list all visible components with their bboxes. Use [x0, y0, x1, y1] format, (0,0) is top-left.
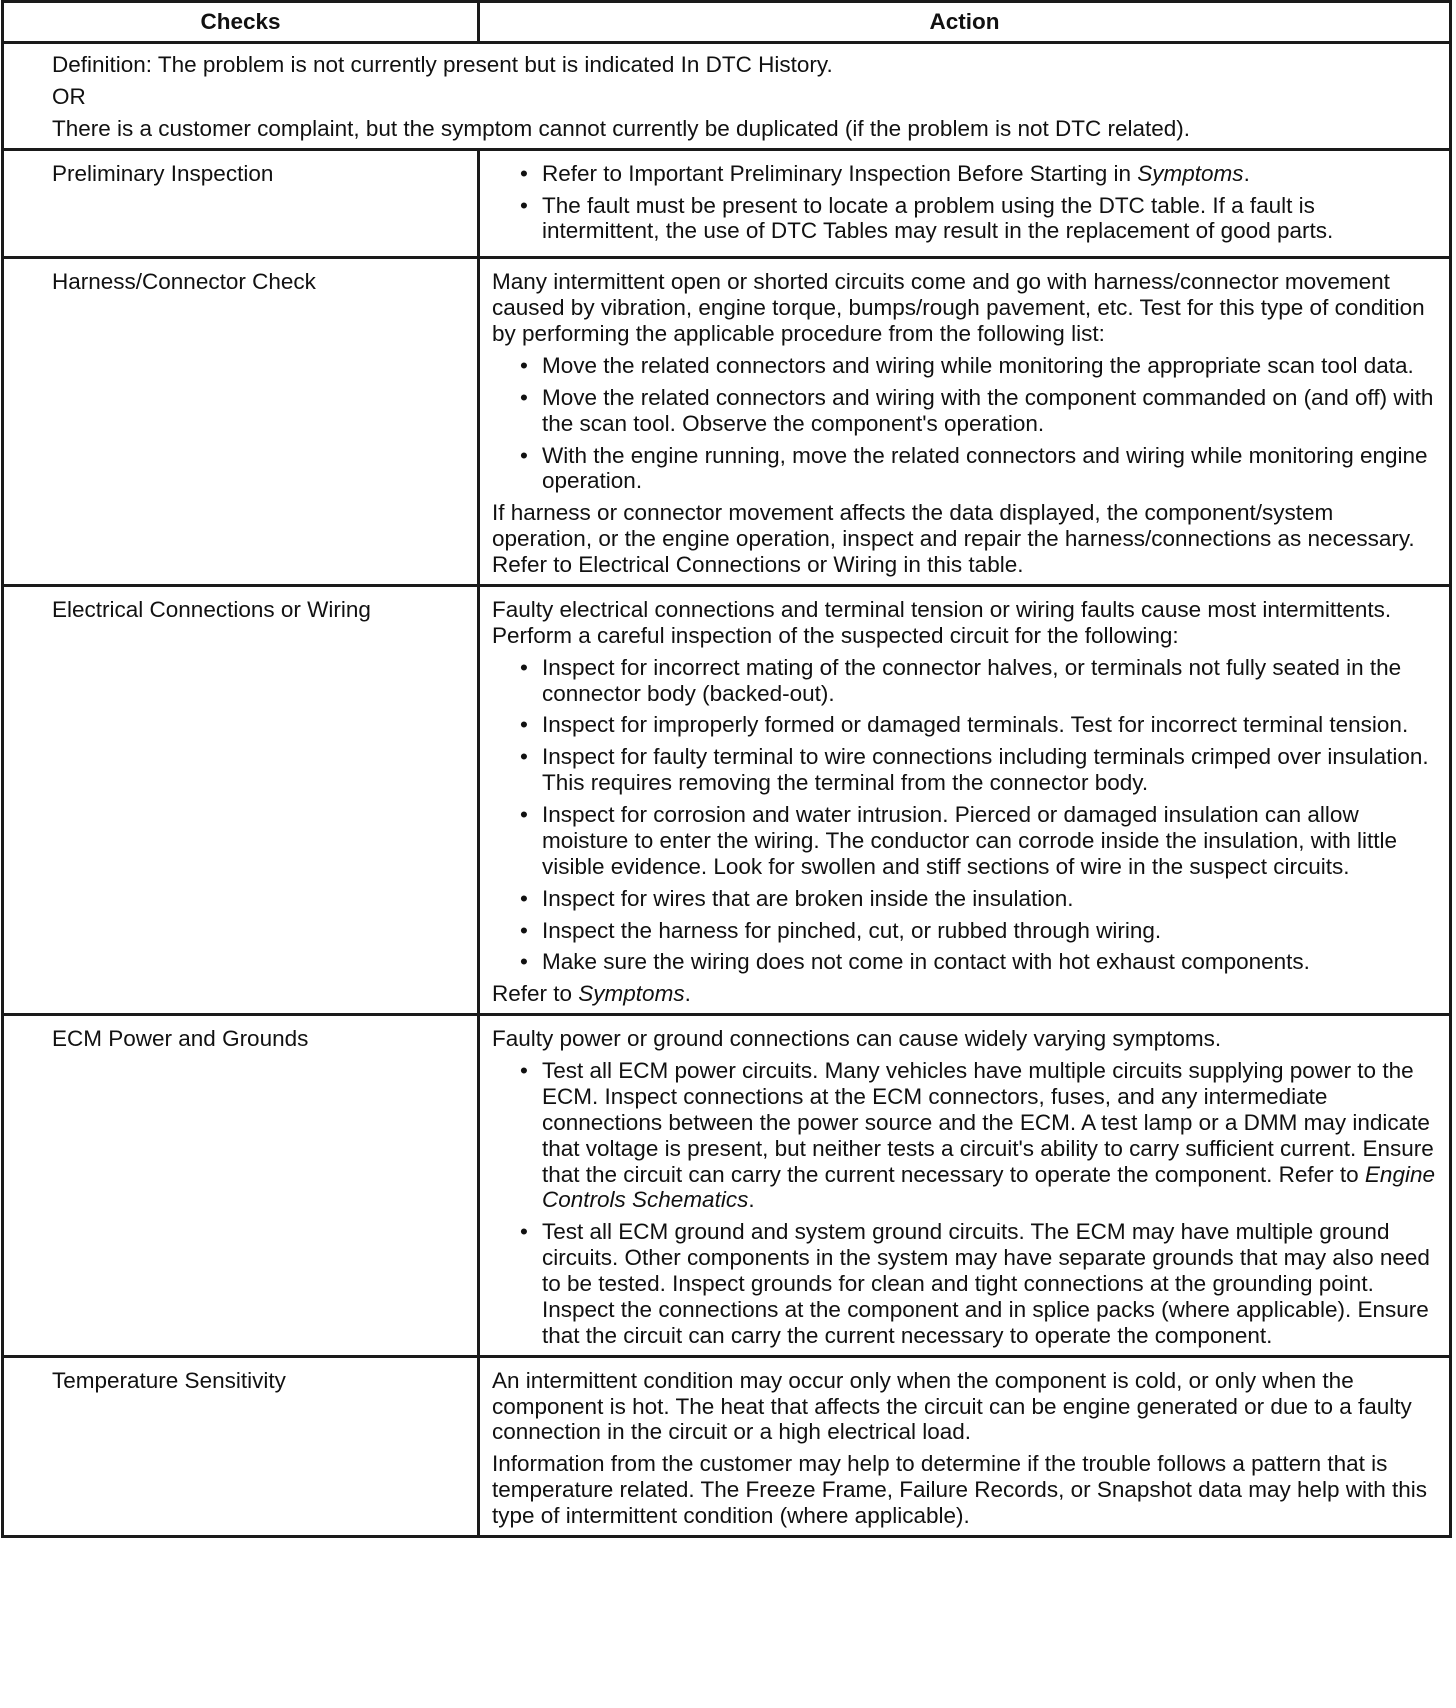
bullet-item: [520, 1219, 1437, 1348]
table-row-temperature-sensitivity: [3, 1356, 1451, 1536]
bullet-glyph: •: [520, 1058, 528, 1083]
bullet-glyph: •: [520, 352, 528, 378]
bullet-item: [520, 192, 1437, 245]
table-row-ecm-power-grounds: [3, 1015, 1451, 1357]
bullet-list: [492, 161, 1437, 245]
bullet-glyph: •: [520, 744, 528, 770]
action-intro: Faulty electrical connections and terminal tension or wiring faults cause most intermittents. Perform a careful inspection of the suspected circuit for the following:: [492, 596, 1392, 648]
bullet-text: The fault must be present to locate a problem using the DTC table. If a fault is intermittent, the use of DTC Tables may result in the replacement of good parts.: [542, 192, 1334, 244]
action-cell: [479, 149, 1451, 258]
bullet-item: [520, 654, 1437, 707]
punctuation: .: [1243, 160, 1250, 186]
action-outro: If harness or connector movement affects the data displayed, the component/system operation, or the engine operation, inspect and repair the harness/connections as necessary. Refer to Electrical Connections or Wiring in this table.: [492, 500, 1415, 577]
bullet-text: Make sure the wiring does not come in contact with hot exhaust components.: [542, 949, 1310, 975]
column-header-action: Action: [479, 2, 1451, 43]
bullet-text: Test all ECM ground and system ground circuits. The ECM may have multiple ground circuits. Other components in the system may have separate grounds that may also need to be tested. Inspect grounds for clean and tight connections at the grounding point. Inspect the connections at the component and in splice packs (where applicable). Ensure that the circuit can carry the current necessary to operate the component.: [542, 1219, 1430, 1348]
table-row-electrical-connections: [3, 585, 1451, 1014]
bullet-glyph: •: [520, 949, 528, 975]
bullet-glyph: •: [520, 1219, 528, 1245]
check-label: ECM Power and Grounds: [3, 1015, 479, 1357]
bullet-text: Refer to Important Preliminary Inspection Before Starting in: [542, 160, 1138, 186]
action-cell: [479, 585, 1451, 1014]
action-cell: [479, 1356, 1451, 1536]
bullet-text: Inspect the harness for pinched, cut, or rubbed through wiring.: [542, 917, 1162, 943]
checks-action-table: [1, 0, 1452, 1538]
bullet-glyph: •: [520, 384, 528, 410]
bullet-glyph: •: [520, 192, 528, 218]
action-paragraph: An intermittent condition may occur only when the component is cold, or only when the component is hot. The heat that affects the circuit can be engine generated or due to a faulty connection in the circuit or a high electrical load.: [492, 1367, 1412, 1445]
bullet-item: [520, 352, 1437, 379]
bullet-text: Test all ECM power circuits. Many vehicles have multiple circuits supplying power to the ECM. Inspect connections at the ECM connectors, fuses, and any intermediate connections between the power source and the ECM. A test lamp or a DMM may indicate that voltage is present, but neither tests a circuit's ability to carry sufficient current. Ensure that the circuit can carry the current necessary to operate the component. Refer to: [542, 1058, 1434, 1187]
bullet-item: [520, 160, 1437, 187]
bullet-glyph: •: [520, 802, 528, 827]
action-paragraph: Information from the customer may help to determine if the trouble follows a pattern that is temperature related. The Freeze Frame, Failure Records, or Snapshot data may help with this type of intermittent condition (where applicable).: [492, 1451, 1428, 1528]
bullet-glyph: •: [520, 885, 528, 911]
bullet-glyph: •: [520, 160, 528, 186]
action-intro: Faulty power or ground connections can cause widely varying symptoms.: [492, 1026, 1222, 1052]
definition-text: Definition: The problem is not currently present but is indicated In DTC History.: [52, 52, 833, 77]
bullet-text: Inspect for corrosion and water intrusion. Pierced or damaged insulation can allow moisture to enter the wiring. The conductor can corrode inside the insulation, with little visible evidence. Look for swollen and stiff sections of wire in the suspect circuits.: [542, 802, 1398, 879]
table-row-harness-connector-check: [3, 258, 1451, 586]
bullet-list: [492, 655, 1437, 976]
bullet-text: Inspect for improperly formed or damaged terminals. Test for incorrect terminal tension.: [542, 712, 1409, 738]
bullet-text: Move the related connectors and wiring while monitoring the appropriate scan tool data.: [542, 352, 1414, 378]
bullet-item: [520, 1058, 1437, 1213]
check-label: Temperature Sensitivity: [3, 1356, 479, 1536]
bullet-list: [492, 1058, 1437, 1349]
action-cell: [479, 1015, 1451, 1357]
bullet-item: [520, 885, 1437, 912]
bullet-list: [492, 353, 1437, 494]
schematics-reference: Engine Controls Schematics: [542, 1161, 1435, 1213]
bullet-item: [520, 949, 1437, 975]
bullet-item: [520, 802, 1437, 880]
symptoms-reference: Symptoms: [578, 981, 685, 1007]
table-row-preliminary-inspection: [3, 149, 1451, 258]
bullet-glyph: •: [520, 442, 528, 468]
check-label: Preliminary Inspection: [3, 149, 479, 258]
definition-or: OR: [52, 83, 86, 109]
bullet-text: With the engine running, move the related connectors and wiring while monitoring engine operation.: [542, 442, 1428, 494]
bullet-text: Inspect for faulty terminal to wire connections including terminals crimped over insulation. This requires removing the terminal from the connector body.: [542, 744, 1429, 796]
definition-cell: [3, 43, 1451, 150]
punctuation: .: [684, 981, 691, 1007]
bullet-item: [520, 917, 1437, 944]
action-intro: Many intermittent open or shorted circuits come and go with harness/connector movement caused by vibration, engine torque, bumps/rough pavement, etc. Test for this type of condition by performing the applicable procedure from the following list:: [492, 269, 1425, 346]
bullet-text: Inspect for incorrect mating of the connector halves, or terminals not fully seated in the connector body (backed-out).: [542, 654, 1402, 706]
bullet-text: Inspect for wires that are broken inside the insulation.: [542, 885, 1074, 911]
header-row: [3, 2, 1451, 43]
check-label: Harness/Connector Check: [3, 258, 479, 586]
outro-text: Refer to: [492, 981, 579, 1007]
action-outro: [492, 981, 1437, 1007]
bullet-item: [520, 384, 1437, 437]
bullet-glyph: •: [520, 917, 528, 943]
action-cell: [479, 258, 1451, 586]
definition-row: [3, 43, 1451, 150]
definition-text-alt: There is a customer complaint, but the symptom cannot currently be duplicated (if the problem is not DTC related).: [52, 115, 1191, 141]
bullet-text: Move the related connectors and wiring with the component commanded on (and off) with the scan tool. Observe the component's operation.: [542, 384, 1434, 436]
punctuation: .: [748, 1187, 755, 1213]
bullet-item: [520, 442, 1437, 495]
bullet-glyph: •: [520, 654, 528, 680]
bullet-item: [520, 744, 1437, 796]
bullet-glyph: •: [520, 712, 528, 738]
check-label: Electrical Connections or Wiring: [3, 585, 479, 1014]
symptoms-reference: Symptoms: [1137, 160, 1244, 186]
bullet-item: [520, 712, 1437, 738]
column-header-checks: Checks: [3, 2, 479, 43]
